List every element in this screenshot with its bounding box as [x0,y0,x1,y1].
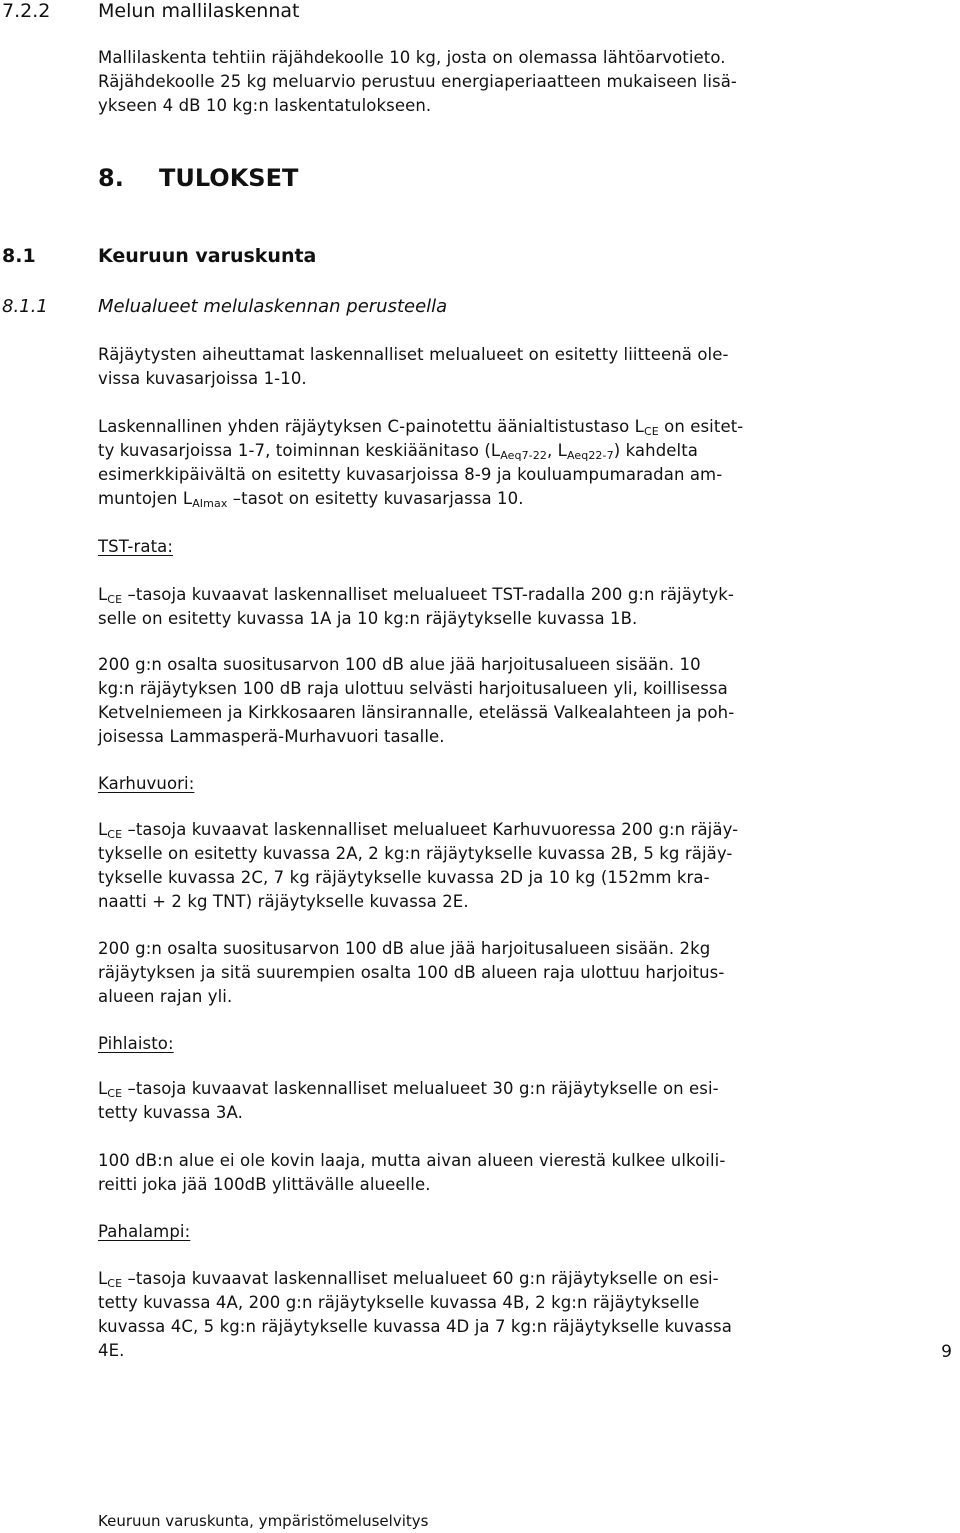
text: on esitet- [658,417,744,436]
subheading-tst-rata: TST-rata: [98,537,174,556]
paragraph-line [98,1077,719,1101]
subscript: AImax [192,497,228,510]
text: –tasoja kuvaavat laskennalliset melualueet TST-radalla 200 g:n räjäytyk- [122,585,734,604]
text: Laskennallinen yhden räjäytyksen C-painotettu äänialtistustaso L [98,417,644,436]
paragraph-line [98,415,743,439]
page-number: 9 [941,1342,952,1362]
paragraph-line: räjäytyksen ja sitä suurempien osalta 100 dB alueen raja ulottuu harjoitus- [98,963,725,982]
paragraph-line: esimerkkipäivältä on esitetty kuvasarjoissa 8-9 ja kouluampumaradan am- [98,465,723,484]
paragraph-line [98,583,734,607]
text: –tasoja kuvaavat laskennalliset melualueet 60 g:n räjäytykselle on esi- [122,1269,719,1288]
subscript: CE [643,425,659,438]
subscript: CE [107,1087,123,1100]
subheading-pihlaisto: Pihlaisto: [98,1034,174,1053]
subscript: Aeq22-7 [566,449,614,462]
paragraph-line: Mallilaskenta tehtiin räjähdekoolle 10 kg, josta on olemassa lähtöarvotieto. [98,48,726,67]
text: ) kahdelta [613,441,698,460]
text: L [98,1269,108,1288]
paragraph-line: Räjäytysten aiheuttamat laskennalliset melualueet on esitetty liitteenä ole- [98,345,729,364]
paragraph-line: 200 g:n osalta suositusarvon 100 dB alue jää harjoitusalueen sisään. 2kg [98,939,711,958]
subheading-pahalampi: Pahalampi: [98,1222,191,1241]
chapter-title: TULOKSET [159,164,299,192]
paragraph-line [98,818,738,842]
text: –tasot on esitetty kuvasarjassa 10. [227,489,524,508]
paragraph-line: 4E. [98,1341,125,1360]
paragraph-line: tykselle on esitetty kuvassa 2A, 2 kg:n räjäytykselle kuvassa 2B, 5 kg räjäy- [98,844,733,863]
section-title: Melun mallilaskennat [98,0,300,22]
paragraph-line: 200 g:n osalta suositusarvon 100 dB alue jää harjoitusalueen sisään. 10 [98,655,701,674]
subsection-title: Melualueet melulaskennan perusteella [98,296,448,317]
paragraph-line: joisessa Lammasperä-Murhavuori tasalle. [98,727,445,746]
text: ty kuvasarjoissa 1-7, toiminnan keskiäänitaso (L [98,441,501,460]
paragraph-line: naatti + 2 kg TNT) räjäytykselle kuvassa 2E. [98,892,469,911]
paragraph-line [98,1267,719,1291]
section-number: 8.1 [2,245,36,267]
paragraph-line: alueen rajan yli. [98,987,233,1006]
text: –tasoja kuvaavat laskennalliset melualueet 30 g:n räjäytykselle on esi- [122,1079,719,1098]
paragraph-line: tetty kuvassa 3A. [98,1103,243,1122]
text: L [98,1079,108,1098]
text: L [98,585,108,604]
section-number: 7.2.2 [2,0,51,22]
paragraph-line: vissa kuvasarjoissa 1-10. [98,369,307,388]
paragraph-line: reitti joka jää 100dB ylittävälle alueelle. [98,1175,431,1194]
paragraph-line: tetty kuvassa 4A, 200 g:n räjäytykselle kuvassa 4B, 2 kg:n räjäytykselle [98,1293,700,1312]
page-footer: Keuruun varuskunta, ympäristömeluselvitys [98,1512,429,1530]
section-title: Keuruun varuskunta [98,245,317,267]
subscript: Aeq7-22 [500,449,547,462]
paragraph-line: kuvassa 4C, 5 kg:n räjäytykselle kuvassa 4D ja 7 kg:n räjäytykselle kuvassa [98,1317,732,1336]
subscript: CE [107,828,123,841]
paragraph-line: ykseen 4 dB 10 kg:n laskentatulokseen. [98,96,432,115]
paragraph-line [98,439,698,463]
paragraph-line: selle on esitetty kuvassa 1A ja 10 kg:n räjäytykselle kuvassa 1B. [98,609,638,628]
paragraph-line: Räjähdekoolle 25 kg meluarvio perustuu energiaperiaatteen mukaiseen lisä- [98,72,737,91]
subsection-number: 8.1.1 [2,296,48,317]
paragraph-line: Ketvelniemeen ja Kirkkosaaren länsirannalle, etelässä Valkealahteen ja poh- [98,703,735,722]
subscript: CE [107,593,123,606]
paragraph-line: tykselle kuvassa 2C, 7 kg räjäytykselle kuvassa 2D ja 10 kg (152mm kra- [98,868,710,887]
subheading-karhuvuori: Karhuvuori: [98,774,195,793]
text: muntojen L [98,489,193,508]
paragraph-line: 100 dB:n alue ei ole kovin laaja, mutta aivan alueen vierestä kulkee ulkoili- [98,1151,726,1170]
subscript: CE [107,1277,123,1290]
text: , L [546,441,567,460]
paragraph-line [98,487,524,511]
text: L [98,820,108,839]
text: –tasoja kuvaavat laskennalliset melualueet Karhuvuoressa 200 g:n räjäy- [122,820,739,839]
paragraph-line: kg:n räjäytyksen 100 dB raja ulottuu selvästi harjoitusalueen yli, koillisessa [98,679,728,698]
chapter-number: 8. [98,164,124,192]
